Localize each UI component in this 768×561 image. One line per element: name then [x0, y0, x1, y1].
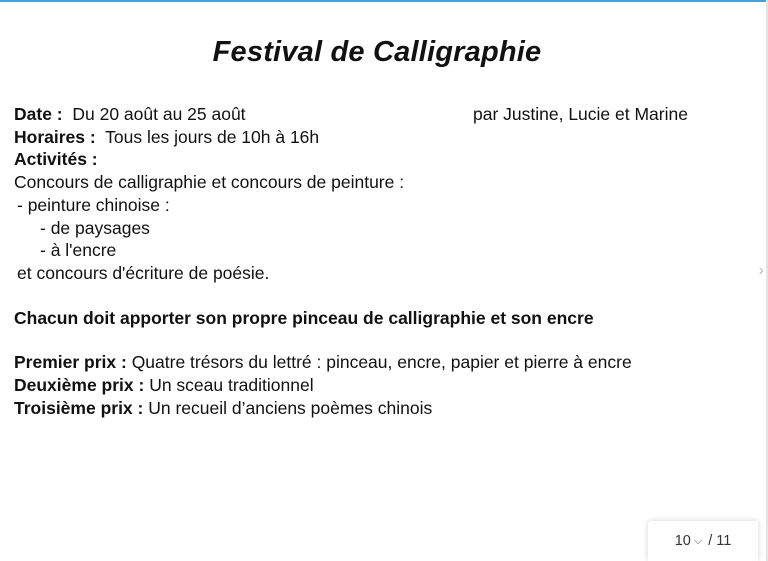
prize-line — [14, 374, 734, 397]
hours-line — [14, 126, 734, 149]
page-title: Festival de Calligraphie — [212, 36, 542, 68]
author-line: par Justine, Lucie et Marine — [473, 104, 688, 124]
activity-line: Concours de calligraphie et concours de peinture : — [14, 172, 405, 193]
prize-label: Troisième prix : — [14, 397, 144, 418]
hours-value: Tous les jours de 10h à 16h — [95, 126, 320, 147]
date-label: Date : — [14, 104, 63, 124]
prize-value: Un sceau traditionnel — [144, 375, 314, 396]
slide-content — [14, 103, 734, 419]
prize-line — [14, 351, 734, 374]
date-line — [14, 103, 734, 126]
prize-label: Deuxième prix : — [14, 375, 145, 396]
activity-line: et concours d'écriture de poésie. — [17, 262, 270, 283]
activity-line: - de paysages — [40, 217, 150, 238]
prize-label: Premier prix : — [14, 352, 127, 373]
chevron-down-icon[interactable]: ⌵ — [693, 534, 703, 547]
current-page[interactable]: 10 — [674, 533, 691, 549]
prize-value: Un recueil d’anciens poèmes chinois — [143, 397, 433, 418]
total-pages: / 11 — [708, 533, 732, 549]
prize-line — [14, 397, 734, 420]
notice-text: Chacun doit apporter son propre pinceau de calligraphie et son encre — [14, 307, 594, 328]
page-selector[interactable] — [648, 521, 758, 561]
prize-value: Quatre trésors du lettré : pinceau, encre, papier et pierre à encre — [126, 352, 632, 373]
hours-label: Horaires : — [14, 126, 96, 147]
activities-label: Activités : — [14, 149, 98, 170]
date-value: Du 20 août au 25 août — [62, 104, 246, 124]
activity-line: - à l'encre — [40, 240, 117, 261]
activity-line: - peinture chinoise : — [17, 194, 170, 215]
next-slide-chevron-icon[interactable]: › — [758, 262, 764, 279]
